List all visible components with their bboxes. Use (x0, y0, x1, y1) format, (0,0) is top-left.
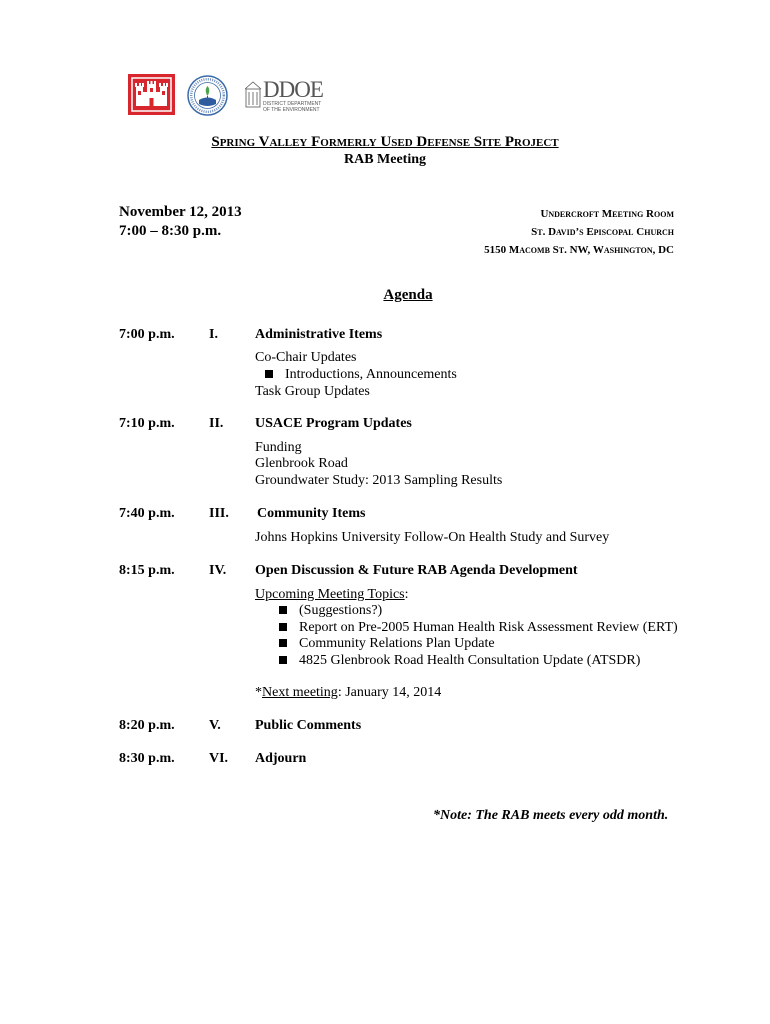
agenda-line: Funding (255, 440, 302, 455)
agenda-line: Groundwater Study: 2013 Sampling Results (255, 473, 503, 488)
agenda-num-1: I. (209, 327, 218, 342)
next-meeting-prefix: * (255, 685, 262, 700)
agenda-time-3: 7:40 p.m. (119, 506, 175, 521)
next-meeting (255, 685, 441, 701)
meeting-time: 7:00 – 8:30 p.m. (119, 223, 222, 239)
bullet-text: Introductions, Announcements (285, 367, 457, 382)
agenda-line: Johns Hopkins University Follow-On Health Study and Survey (255, 530, 610, 545)
location-room: Undercroft Meeting Room (540, 208, 674, 220)
topics-label-text: Upcoming Meeting Topics (255, 587, 405, 602)
square-bullet-icon (265, 370, 273, 378)
agenda-bullet (265, 367, 457, 383)
next-meeting-label: Next meeting (262, 685, 338, 700)
agenda-time-5: 8:20 p.m. (119, 718, 175, 733)
agenda-num-4: IV. (209, 563, 227, 578)
document-subtitle: RAB Meeting (343, 152, 427, 167)
upcoming-topics-label: Upcoming Meeting Topics: (255, 587, 409, 602)
ddoe-logo (245, 79, 335, 113)
agenda-line: Task Group Updates (255, 384, 370, 399)
agenda-title-6: Adjourn (255, 751, 307, 766)
topic-bullet (279, 636, 495, 652)
agenda-line: Glenbrook Road (255, 456, 348, 471)
agenda-time-4: 8:15 p.m. (119, 563, 175, 578)
next-meeting-date: : January 14, 2014 (337, 685, 442, 700)
agenda-time-2: 7:10 p.m. (119, 416, 175, 431)
agenda-heading: Agenda (383, 287, 433, 303)
ddoe-subtitle-2: OF THE ENVIRONMENT (263, 107, 320, 113)
location-church: St. David’s Episcopal Church (531, 226, 674, 238)
agenda-num-3: III. (209, 506, 229, 521)
square-bullet-icon (279, 623, 287, 631)
agenda-title-3: Community Items (257, 506, 366, 521)
footer-note: *Note: The RAB meets every odd month. (433, 808, 669, 823)
ddoe-wordmark: DDOE (263, 77, 323, 102)
bullet-text: 4825 Glenbrook Road Health Consultation Update (ATSDR) (299, 653, 641, 668)
agenda-time-1: 7:00 p.m. (119, 327, 175, 342)
epa-seal-logo (187, 75, 228, 116)
square-bullet-icon (279, 606, 287, 614)
square-bullet-icon (279, 639, 287, 647)
meeting-datetime (119, 203, 242, 241)
usace-castle-logo (128, 74, 175, 115)
document-title: Spring Valley Formerly Used Defense Site Project (211, 134, 559, 150)
bullet-text: Community Relations Plan Update (299, 636, 495, 651)
topic-bullet (279, 620, 678, 636)
square-bullet-icon (279, 656, 287, 664)
agenda-num-2: II. (209, 416, 224, 431)
agenda-title-2: USACE Program Updates (255, 416, 412, 431)
meeting-date: November 12, 2013 (119, 204, 242, 220)
bullet-text: Report on Pre-2005 Human Health Risk Assessment Review (ERT) (299, 620, 678, 635)
ddoe-subtitle-1: DISTRICT DEPARTMENT (263, 101, 322, 107)
agenda-time-6: 8:30 p.m. (119, 751, 175, 766)
agenda-title-4: Open Discussion & Future RAB Agenda Development (255, 563, 578, 578)
location-address: 5150 Macomb St. NW, Washington, DC (484, 244, 674, 256)
topic-bullet (279, 603, 382, 619)
agenda-title-5: Public Comments (255, 718, 362, 733)
meeting-location (484, 205, 674, 259)
agenda-title-1: Administrative Items (255, 327, 383, 342)
agenda-num-5: V. (209, 718, 221, 733)
agenda-num-6: VI. (209, 751, 229, 766)
bullet-text: (Suggestions?) (299, 603, 383, 618)
topic-bullet (279, 653, 640, 669)
agenda-line: Co-Chair Updates (255, 350, 357, 365)
